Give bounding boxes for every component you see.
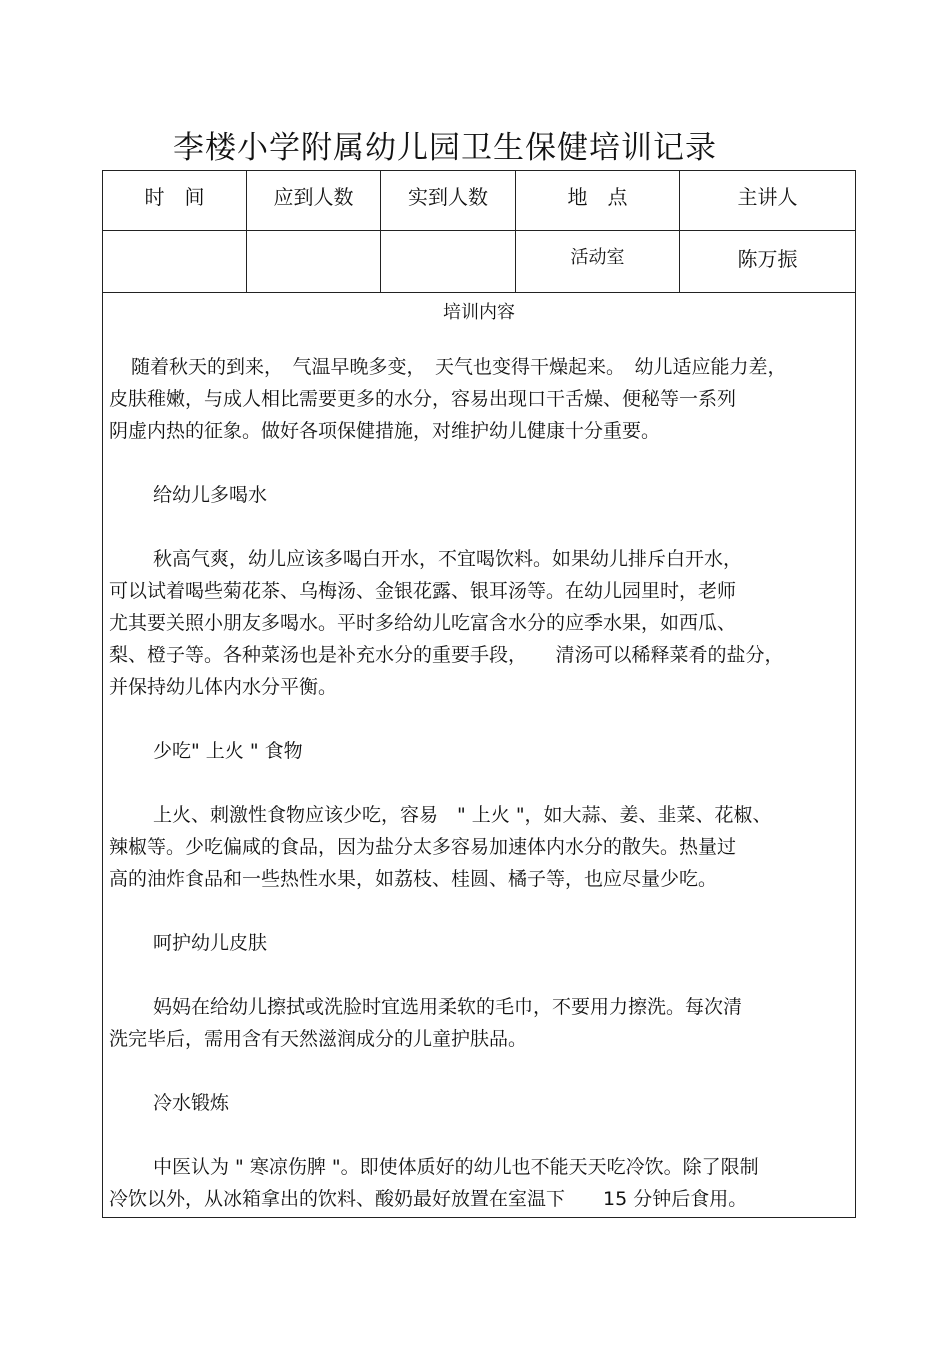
content-heading: 培训内容: [443, 302, 515, 323]
header-row: [103, 171, 856, 231]
section-line: 妈妈在给幼儿擦拭或洗脸时宜选用柔软的毛巾，不要用力擦洗。每次清: [153, 996, 743, 1018]
intro-line: 随着秋天的到来， 气温早晚多变， 天气也变得干燥起来。 幼儿适应能力差，: [131, 356, 787, 378]
value-location[interactable]: 活动室: [516, 231, 680, 293]
section-line: 辣椒等。少吃偏咸的食品，因为盐分太多容易加速体内水分的散失。热量过: [109, 836, 737, 858]
section-line: 尤其要关照小朋友多喝水。平时多给幼儿吃富含水分的应季水果，如西瓜、: [109, 612, 737, 634]
header-expected-count: 应到人数: [247, 171, 381, 231]
section-title: 给幼儿多喝水: [153, 484, 268, 506]
section-line: 高的油炸食品和一些热性水果，如荔枝、桂圆、橘子等，也应尽量少吃。: [109, 868, 718, 890]
value-expected-count[interactable]: [247, 231, 381, 293]
section-line: 秋高气爽，幼儿应该多喝白开水，不宜喝饮料。如果幼儿排斥白开水，: [153, 548, 743, 570]
section-line: 冷饮以外，从冰箱拿出的饮料、酸奶最好放置在室温下 15 分钟后食用。: [109, 1188, 748, 1210]
intro-line: 阴虚内热的征象。做好各项保健措施，对维护幼儿健康十分重要。: [109, 420, 661, 442]
value-row: [103, 231, 856, 293]
content-body: [109, 351, 849, 1215]
intro-line: 皮肤稚嫩，与成人相比需要更多的水分，容易出现口干舌燥、便秘等一系列: [109, 388, 737, 410]
training-record-table: [102, 170, 856, 1218]
section-line: 可以试着喝些菊花茶、乌梅汤、金银花露、银耳汤等。在幼儿园里时，老师: [109, 580, 737, 602]
section-title: 少吃" 上火 " 食物: [153, 740, 303, 762]
training-content-cell: [103, 293, 856, 1218]
header-time: 时 间: [103, 171, 247, 231]
header-speaker: 主讲人: [680, 171, 856, 231]
header-location: 地 点: [516, 171, 680, 231]
page-title: 李楼小学附属幼儿园卫生保健培训记录: [173, 130, 717, 166]
section-line: 并保持幼儿体内水分平衡。: [109, 676, 338, 698]
header-actual-count: 实到人数: [381, 171, 516, 231]
value-actual-count[interactable]: [381, 231, 516, 293]
section-line: 梨、橙子等。各种菜汤也是补充水分的重要手段， 清汤可以稀释菜肴的盐分，: [109, 644, 784, 666]
section-line: 中医认为 " 寒凉伤脾 "。即使体质好的幼儿也不能天天吃冷饮。除了限制: [153, 1156, 759, 1178]
section-title: 冷水锻炼: [153, 1092, 230, 1114]
section-title: 呵护幼儿皮肤: [153, 932, 268, 954]
value-time[interactable]: [103, 231, 247, 293]
value-speaker[interactable]: 陈万振: [680, 231, 856, 293]
section-line: 上火、刺激性食物应该少吃，容易 " 上火 "，如大蒜、姜、韭菜、花椒、: [153, 804, 772, 826]
section-line: 洗完毕后，需用含有天然滋润成分的儿童护肤品。: [109, 1028, 528, 1050]
